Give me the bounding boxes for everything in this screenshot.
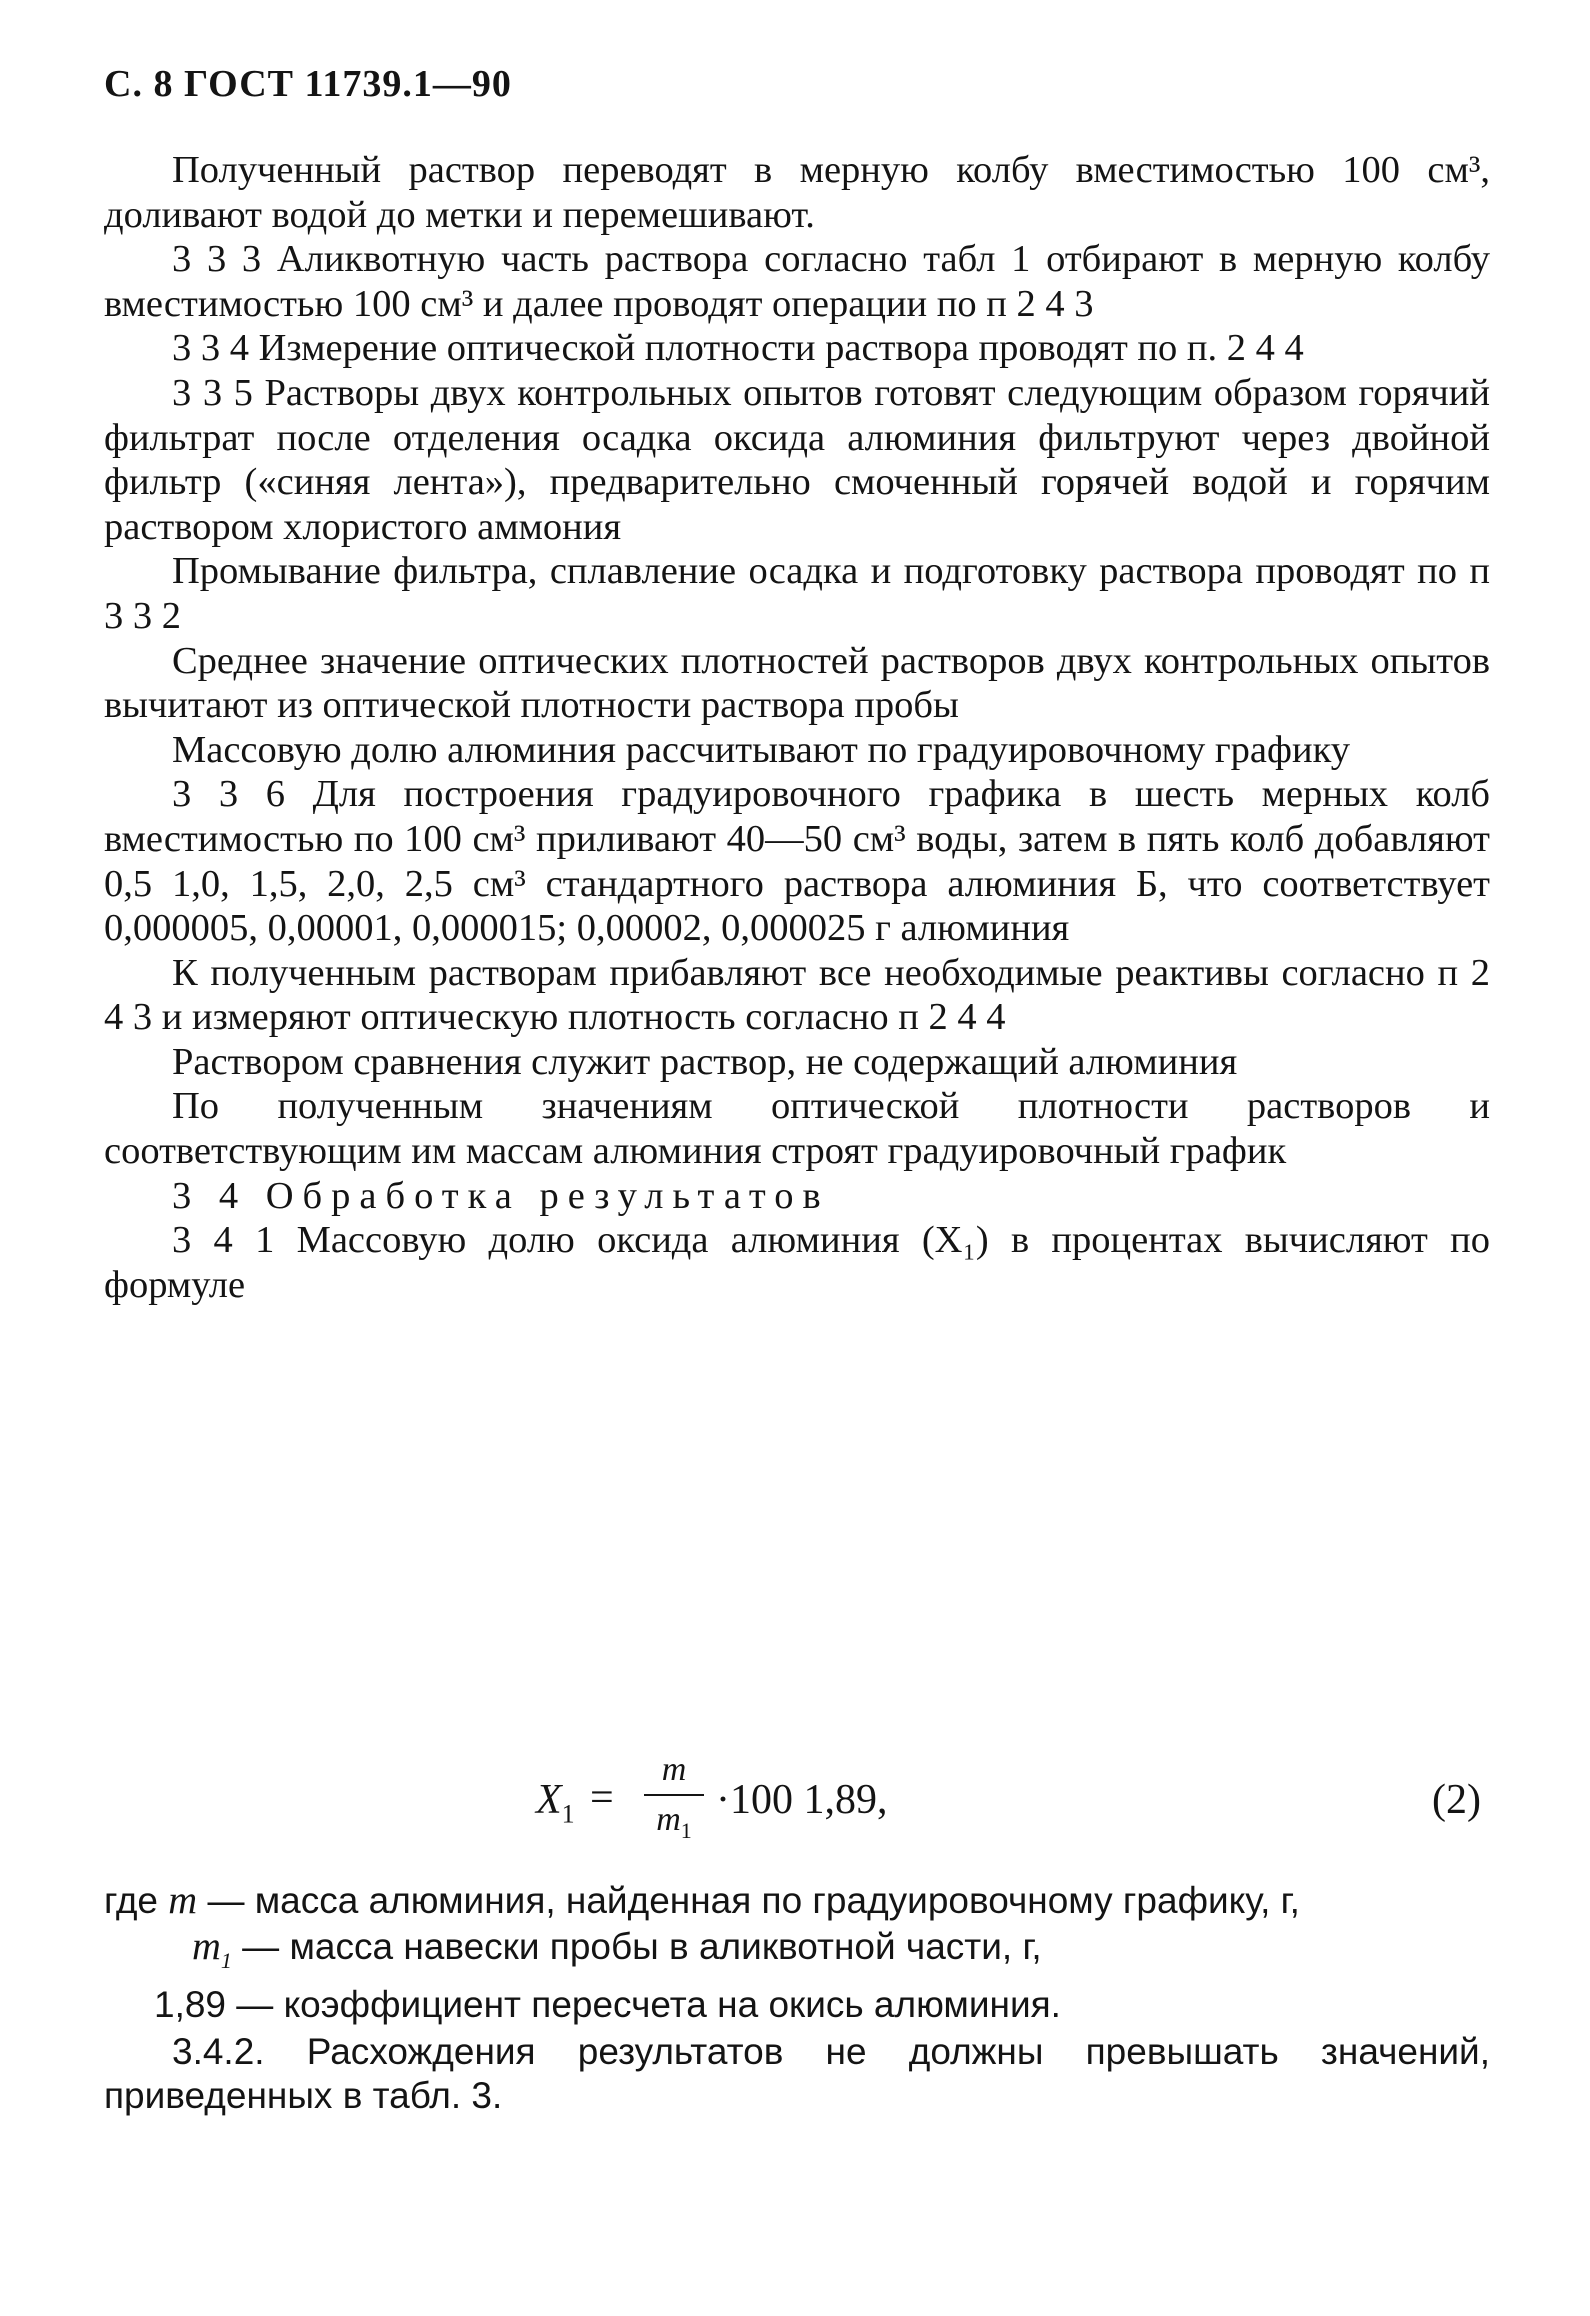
paragraph: 3 3 6 Для построения градуировочного графика в шесть мерных колб вместимостью по 100 см³ приливают 40—50 см³ воды, затем в пять колб добавляют 0,5 1,0, 1,5, 2,0, 2,5 см³ стандартного раствора алюминия Б, что соответствует 0,000005, 0,00001, 0,000015; 0,00002, 0,000025 г алюминия bbox=[104, 773, 1490, 950]
formula-lhs: $X_1$ bbox=[536, 1777, 575, 1829]
legend-text: — масса навески пробы в аликвотной части, г, bbox=[242, 1925, 1042, 1967]
paragraph: Промывание фильтра, сплавление осадка и подготовку раствора проводят по п 3 3 2 bbox=[104, 550, 1490, 637]
page-header: С. 8 ГОСТ 11739.1—90 bbox=[104, 63, 512, 105]
legend-symbol: 1,89 bbox=[154, 1984, 227, 2025]
paragraph: 3 3 4 Измерение оптической плотности раствора проводят по п. 2 4 4 bbox=[172, 327, 1304, 370]
fraction-bar bbox=[644, 1794, 704, 1796]
legend-row bbox=[104, 1924, 1490, 1984]
paragraph: Полученный раствор переводят в мерную колбу вместимостью 100 см³, доливают водой до метки и перемешивают. bbox=[104, 149, 1490, 236]
formula-fraction bbox=[644, 1750, 704, 1851]
paragraph: 3 3 5 Растворы двух контрольных опытов готовят следующим образом горячий фильтрат после отделения осадка оксида алюминия фильтруют через двойной фильтр («синяя лента»), предварительно смоченный горячей водой и горячим раствором хлористого аммония bbox=[104, 371, 1490, 548]
variable-legend bbox=[104, 1878, 1490, 2119]
formula-numerator: m bbox=[661, 1751, 687, 1788]
paragraph: Массовую долю алюминия рассчитывают по градуировочному графику bbox=[172, 728, 1350, 771]
formula-number: (2) bbox=[1432, 1777, 1481, 1823]
paragraph: 3 4 1 Массовую долю оксида алюминия (X₁) в процентах вычисляют по формуле bbox=[104, 1219, 1490, 1306]
legend-row bbox=[104, 1983, 1490, 2028]
formula-denominator: $m_1$ bbox=[656, 1801, 692, 1843]
document-body bbox=[104, 148, 1490, 1307]
paragraph: Раствором сравнения служит раствор, не содержащий алюминия bbox=[172, 1040, 1238, 1083]
paragraph: Среднее значение оптических плотностей растворов двух контрольных опытов вычитают из оптической плотности раствора пробы bbox=[104, 639, 1490, 727]
paragraph: К полученным растворам прибавляют все необходимые реактивы согласно п 2 4 3 и измеряют оптическую плотность согласно п 2 4 4 bbox=[104, 951, 1490, 1039]
section-heading: 3 4 Обработка результатов bbox=[172, 1174, 830, 1217]
legend-text: — коэффициент пересчета на окись алюминия. bbox=[236, 1984, 1061, 2025]
legend-symbol: m bbox=[168, 1877, 198, 1922]
legend-row bbox=[104, 1878, 1490, 1924]
formula-rest: ·100 1,89, bbox=[716, 1777, 888, 1823]
legend-text: — масса алюминия, найденная по градуировочному графику, г, bbox=[207, 1880, 1300, 1921]
final-paragraph: 3.4.2. Расхождения результатов не должны превышать значений, приведенных в табл. 3. bbox=[104, 2030, 1490, 2116]
legend-lead: где bbox=[104, 1880, 159, 1921]
paragraph: По полученным значениям оптической плотности растворов и соответствующим им массам алюминия строят градуировочный график bbox=[104, 1085, 1490, 1173]
paragraph: 3 3 3 Аликвотную часть раствора согласно табл 1 отбирают в мерную колбу вместимостью 100 см³ и далее проводят операции по п 2 4 3 bbox=[104, 238, 1490, 325]
formula-2 bbox=[0, 1750, 1590, 1860]
legend-symbol: $m_1$ bbox=[192, 1922, 232, 1973]
formula-equals: = bbox=[590, 1775, 614, 1821]
